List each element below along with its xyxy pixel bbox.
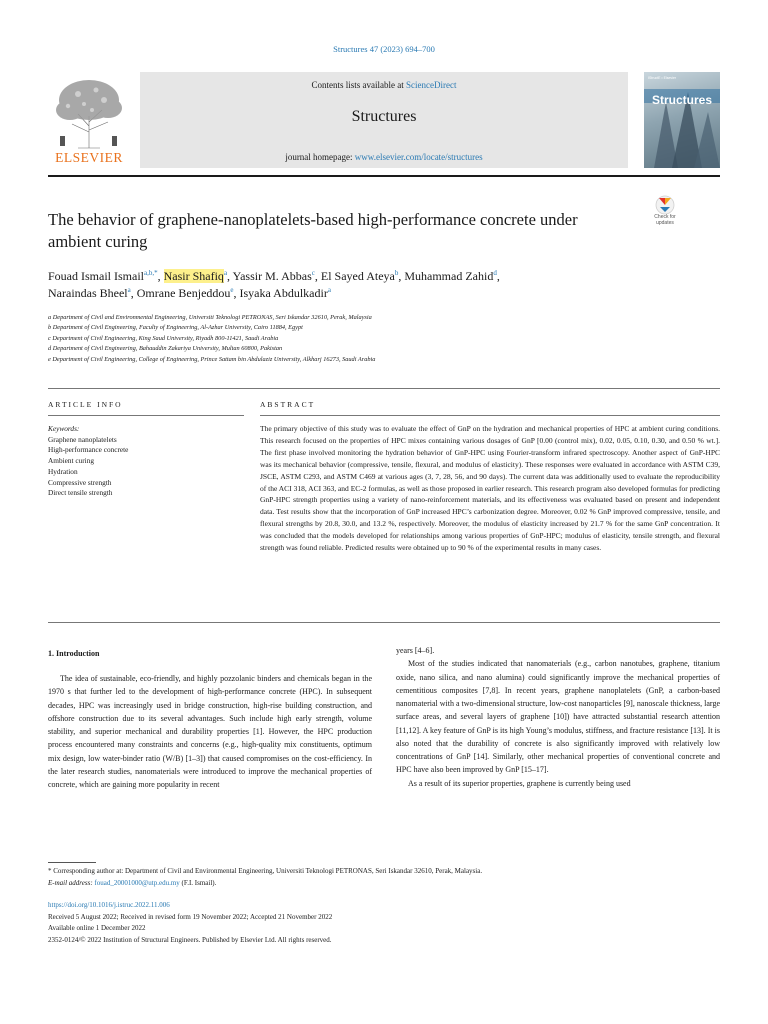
contents-line — [140, 80, 628, 90]
homepage-line — [140, 152, 628, 162]
keyword-item: Direct tensile strength — [48, 488, 113, 498]
affiliation-item: c Department of Civil Engineering, King Saud University, Riyadh 800-11421, Saudi Arabia — [48, 334, 279, 342]
author-affiliation-sup[interactable]: b — [394, 269, 399, 277]
header-rule — [48, 175, 720, 177]
footnote-rule — [48, 862, 96, 863]
author-affiliation-sup[interactable]: d — [493, 269, 497, 277]
article-title: The behavior of graphene-nanoplatelets-based high-performance concrete under ambient curing — [48, 210, 578, 251]
author-list: Fouad Ismail Ismail$^{a,b,*}$, Nasir Shafiq$^a$, Yassir M. Abbas$^c$, El Sayed Ateya$^b$, Muhammad Zahid$^d$, Naraindas Bheel$^a$, Omrane Benjeddou$^e$, Isyaka Abdulkadir$^a$ — [48, 269, 500, 300]
body-paragraph: As a result of its superior properties, graphene is currently being used — [408, 778, 631, 788]
author-affiliation-sup[interactable]: a — [327, 286, 331, 294]
author-affiliation-sup[interactable]: a — [223, 269, 228, 277]
journal-reference[interactable]: Structures 47 (2023) 694–700 — [333, 44, 435, 54]
body-paragraph: The idea of sustainable, eco-friendly, and highly pozzolanic binders and chemicals began in the 1970 s that further led to the development of high-performance concrete (HPC). In subsequent decades, HPC was increasingly used in bridge construction, high-rise building construction, and offshore construction due to its several advantages. Such include high early strength, volume stability, and superior mechanical and durability properties [1]. However, the HPC production process encountered many constraints and concerns (e.g., high-quality mix constituents, optimum mix design, low water-binder ratio (W/B) [1–3]) that caused compromises on the cost-efficiency. In the later research studies, nanomaterials were introduced to improve the mechanical properties of concrete, which are gaining more popularity in recent — [48, 674, 372, 789]
elsevier-tree-icon — [48, 76, 130, 150]
author-name[interactable]: Isyaka Abdulkadir — [239, 286, 328, 300]
email-label: E-mail address: — [48, 878, 93, 887]
abstract-text: The primary objective of this study was to evaluate the effect of GnP on the hydration and mechanical properties of HPC at ambient curing conditions. This research focused on the properties of HPC mixes containing various dosages of GnP [0.00 (control mix), 0.02, 0.05, 0.10, 0.30, and 0.50 % wt.]. The first phase involved monitoring the hydration behavior of GnP-HPC using Fourier-transform infrared spectroscopy. Another aspect of GnP-HPC was its mechanical behavior (compressive, tensile, flexural, and modulus of elasticity). These responses were evaluated in accordance with ASTM C39, JSCE, ASTM C293, and ASTM C469 at various ages (3, 7, 28, 56, and 90 days). The current data was additionally used to evaluate the reproducibility of the ACI 318, ACI 363, and EC-2 formulas, as well as those proposed in earlier research. This research program also developed formulas for predicting GnP-HPC strength properties using a variety of nano-reinforcement materials, and its effectiveness was evaluated based on present and independent data. Test results show that the incorporation of GnP increased HPC’s carbonization degree. Moreover, 0.02 % GnP improved compressive, tensile, and flexural strengths by 20.8, 30.0, and 13.2 %, respectively. Moreover, the modulus of elasticity increased by 21.7 % for the same GnP concentration. It was concluded that the models developed for relationships among various properties of GnP-HPC; modulus of elasticity, tensile strength, and flexural strength was found reliable. Predicted results were obtained up to 90 % of the experimental results in many cases. — [260, 424, 720, 553]
body-column-right — [396, 644, 720, 790]
keyword-item: Compressive strength — [48, 477, 112, 487]
keyword-item: Ambient curing — [48, 456, 95, 466]
cover-tag: IStructE • Elsevier — [648, 76, 677, 80]
author-name[interactable]: El Sayed Ateya — [320, 269, 395, 283]
homepage-prefix: journal homepage: — [285, 152, 355, 162]
author-name[interactable]: Naraindas Bheel — [48, 286, 128, 300]
footnotes — [48, 866, 720, 889]
abstract-heading: ABSTRACT — [260, 400, 316, 409]
publication-info — [48, 900, 720, 946]
contents-prefix: Contents lists available at — [311, 80, 406, 90]
cover-building-image — [644, 72, 720, 168]
affiliation-item: a Department of Civil and Environmental Engineering, Universiti Teknologi PETRONAS, Seri Iskandar 32610, Perak, Malaysia — [48, 314, 372, 321]
author-affiliation-sup[interactable]: c — [311, 269, 315, 277]
received-dates: Received 5 August 2022; Received in revised form 19 November 2022; Accepted 21 November 2022 — [48, 912, 333, 921]
author-name[interactable]: Fouad Ismail Ismail — [48, 269, 144, 283]
affiliation-item: e Department of Civil Engineering, College of Engineering, Prince Sattam bin Abdulaziz University, Alkharj 16273, Saudi Arabia — [48, 355, 376, 363]
elsevier-wordmark: ELSEVIER — [55, 150, 123, 165]
copyright-line: 2352-0124/© 2022 Institution of Structural Engineers. Published by Elsevier Ltd. All rights reserved. — [48, 935, 332, 944]
keywords-block — [48, 424, 244, 499]
doi-link[interactable]: https://doi.org/10.1016/j.istruc.2022.11.006 — [48, 901, 170, 909]
homepage-link[interactable]: www.elsevier.com/locate/structures — [354, 152, 483, 162]
article-info-heading: ARTICLE INFO — [48, 400, 123, 409]
section-rule — [48, 388, 720, 389]
article-info-rule — [48, 415, 244, 416]
body-paragraph: years [4–6]. — [396, 646, 435, 655]
keyword-item: High-performance concrete — [48, 445, 129, 455]
email-line — [48, 878, 720, 890]
keyword-item: Graphene nanoplatelets — [48, 434, 117, 444]
email-link[interactable]: fouad_20001000@utp.edu.my — [94, 878, 180, 887]
section-heading-introduction: 1. Introduction — [48, 649, 100, 658]
online-date: Available online 1 December 2022 — [48, 924, 146, 932]
author-name-highlighted[interactable]: Nasir Shafiq — [163, 269, 224, 283]
abstract-rule — [260, 415, 720, 416]
journal-name: Structures — [351, 108, 417, 125]
author-affiliation-sup[interactable]: a,b,* — [144, 269, 158, 277]
author-affiliation-sup[interactable]: e — [230, 286, 234, 294]
body-paragraph: Most of the studies indicated that nanomaterials (e.g., carbon nanotubes, graphene, titanium oxide, nano silica, and nano alumina) could significantly improve the mechanical properties of cementitious composites [7,8]. In recent years, graphene nanoplatelets (GnP, a carbon-based nanomaterial with a two-dimensional structure, low-cost nanoparticles [9], nanoscale thickness, large surface areas, and several layers of graphene [10]) have attracted substantial research attention [11,12]. A key feature of GnP is its high Young’s modulus, stiffness, and fracture resistance [13]. It is also noted that the durability of concrete is also significantly improved with relatively low concentrations of GnP [14]. Similarly, other mechanical properties of conventional concrete and HPC have also been improved by GnP [15–17]. — [396, 659, 720, 775]
affiliation-item: b Department of Civil Engineering, Faculty of Engineering, Al-Azhar University, Cairo 11884, Egypt — [48, 324, 303, 332]
affiliation-item: d Department of Civil Engineering, Bahauddin Zakariya University, Multan 60800, Pakistan — [48, 345, 283, 353]
cover-title: Structures — [651, 93, 713, 107]
sciencedirect-link[interactable]: ScienceDirect — [406, 80, 457, 90]
author-affiliation-sup[interactable]: a — [127, 286, 131, 294]
author-name[interactable]: Omrane Benjeddou — [136, 286, 231, 300]
body-rule — [48, 622, 720, 623]
email-suffix: (F.I. Ismail). — [179, 878, 217, 887]
journal-cover[interactable] — [644, 72, 720, 168]
check-updates-label[interactable]: Check for updates — [654, 214, 676, 226]
corresponding-author-note: * Corresponding author at: Department of Civil and Environmental Engineering, Universiti Teknologi PETRONAS, Seri Iskandar 32610, Perak, Malaysia. — [48, 867, 483, 875]
keyword-item: Hydration — [48, 466, 78, 476]
body-column-left — [48, 672, 372, 791]
author-name[interactable]: Muhammad Zahid — [404, 269, 494, 283]
author-name[interactable]: Yassir M. Abbas — [232, 269, 312, 283]
keywords-heading: Keywords: — [48, 424, 80, 433]
affiliation-list — [48, 313, 688, 365]
